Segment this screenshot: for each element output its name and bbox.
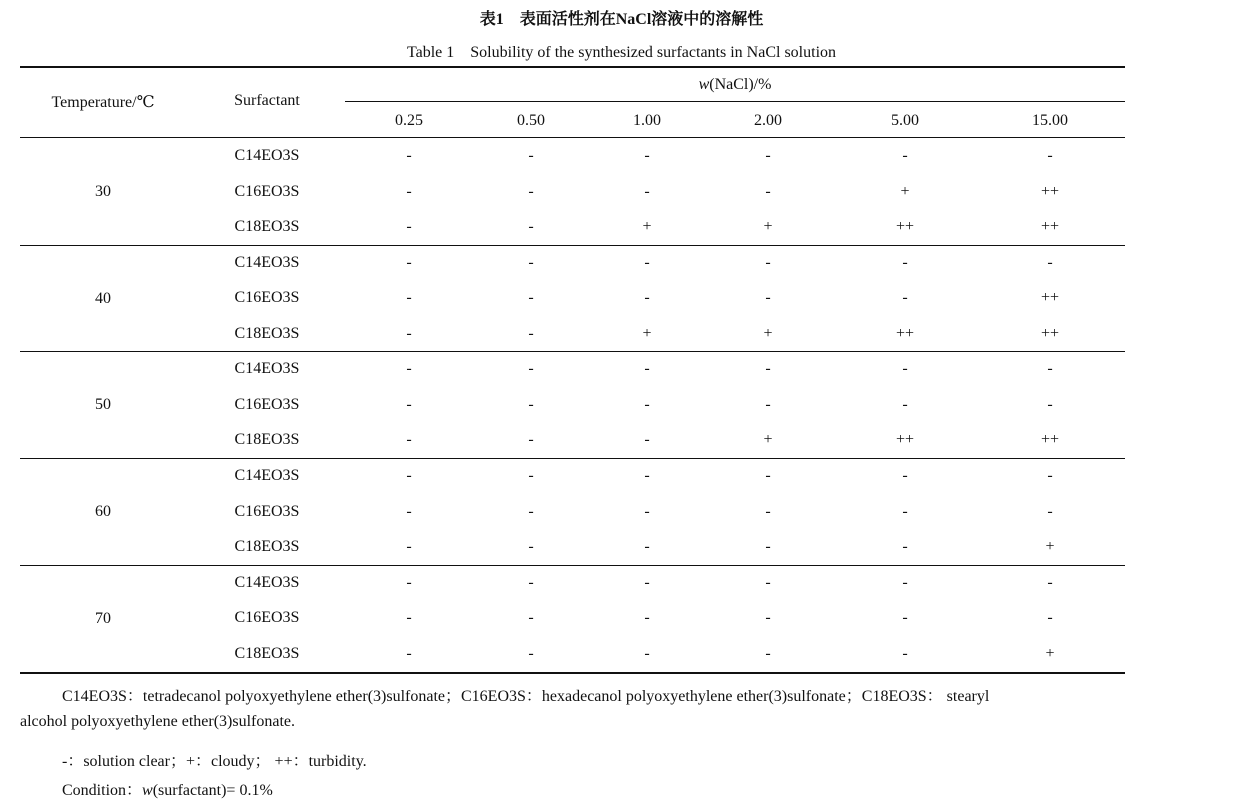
condition-label: Condition： [62, 782, 143, 799]
table-title-english: Table 1 Solubility of the synthesized surfactants in NaCl solution [406, 44, 837, 61]
surfactant-cell: C18EO3S [234, 218, 300, 235]
solubility-cell: - [1047, 395, 1053, 413]
surfactant-cell: C16EO3S [234, 502, 300, 520]
solubility-cell: ++ [895, 324, 915, 342]
surfactant-cell: C18EO3S [234, 538, 300, 556]
solubility-cell: - [1047, 609, 1053, 627]
solubility-cell: ++ [895, 218, 915, 235]
solubility-cell: - [644, 609, 650, 627]
surfactant-cell: C16EO3S [234, 182, 300, 200]
solubility-cell: + [763, 218, 773, 235]
footnote-condition [62, 777, 273, 800]
header-concentration: 0.25 [395, 112, 423, 129]
surfactant-cell: C14EO3S [234, 147, 300, 164]
solubility-cell: - [406, 324, 412, 342]
solubility-cell: - [644, 644, 650, 662]
solubility-cell: - [902, 253, 908, 271]
footnote-abbreviations-cont: alcohol polyoxyethylene ether(3)sulfonate. [20, 713, 296, 730]
solubility-cell: - [528, 609, 534, 627]
solubility-cell: - [902, 644, 908, 662]
solubility-cell: - [765, 538, 771, 556]
solubility-cell: - [406, 609, 412, 627]
solubility-cell: + [900, 182, 910, 200]
header-nacl-concentration [699, 76, 772, 94]
solubility-cell: - [644, 467, 650, 485]
solubility-cell: - [406, 253, 412, 271]
solubility-cell: ++ [1040, 182, 1060, 200]
solubility-cell: - [406, 289, 412, 307]
header-w: w [698, 76, 710, 93]
solubility-cell: + [1045, 644, 1055, 662]
solubility-cell: - [406, 502, 412, 520]
solubility-cell: + [763, 324, 773, 342]
solubility-cell: ++ [1040, 218, 1060, 235]
solubility-cell: - [406, 431, 412, 449]
solubility-cell: - [406, 573, 412, 591]
solubility-cell: - [765, 182, 771, 200]
solubility-cell: - [644, 573, 650, 591]
surfactant-cell: C14EO3S [234, 573, 300, 591]
solubility-cell: - [528, 467, 534, 485]
solubility-cell: - [528, 253, 534, 271]
temperature-cell: 40 [95, 289, 111, 307]
solubility-cell: - [644, 289, 650, 307]
condition-value: (surfactant)= 0.1% [152, 782, 273, 799]
group-separator [20, 245, 1125, 246]
solubility-cell: - [902, 395, 908, 413]
solubility-cell: - [528, 395, 534, 413]
solubility-cell: - [765, 573, 771, 591]
header-nacl: (NaCl)/% [709, 76, 772, 93]
solubility-cell: - [406, 218, 412, 235]
surfactant-cell: C18EO3S [234, 431, 300, 449]
solubility-cell: - [765, 502, 771, 520]
solubility-cell: - [1047, 253, 1053, 271]
solubility-cell: - [1047, 502, 1053, 520]
temperature-cell: 60 [95, 503, 111, 521]
surfactant-cell: C18EO3S [234, 644, 300, 662]
solubility-cell: - [1047, 467, 1053, 485]
solubility-cell: - [406, 644, 412, 662]
solubility-cell: - [528, 360, 534, 378]
solubility-cell: - [902, 538, 908, 556]
solubility-cell: + [763, 431, 773, 449]
header-concentration: 15.00 [1032, 112, 1068, 129]
solubility-cell: - [406, 147, 412, 164]
header-concentration: 5.00 [891, 112, 919, 129]
bottom-rule [20, 672, 1125, 674]
solubility-cell: - [902, 609, 908, 627]
header-concentration: 1.00 [633, 112, 661, 129]
header-rule [20, 137, 1125, 138]
solubility-cell: - [765, 289, 771, 307]
solubility-cell: - [406, 395, 412, 413]
solubility-cell: - [644, 502, 650, 520]
condition-w: w [142, 782, 153, 799]
solubility-cell: - [644, 538, 650, 556]
solubility-cell: - [765, 253, 771, 271]
solubility-cell: - [406, 467, 412, 485]
solubility-cell: - [528, 431, 534, 449]
solubility-cell: + [1045, 538, 1055, 556]
solubility-cell: - [528, 182, 534, 200]
header-sub-rule [345, 101, 1125, 102]
surfactant-cell: C14EO3S [234, 467, 300, 485]
solubility-cell: - [528, 644, 534, 662]
solubility-cell: - [902, 147, 908, 164]
surfactant-cell: C16EO3S [234, 609, 300, 627]
solubility-cell: - [528, 502, 534, 520]
solubility-cell: - [644, 395, 650, 413]
solubility-cell: - [1047, 573, 1053, 591]
solubility-cell: - [644, 431, 650, 449]
surfactant-cell: C18EO3S [234, 324, 300, 342]
solubility-cell: - [528, 324, 534, 342]
temperature-cell: 50 [95, 396, 111, 414]
solubility-cell: - [644, 253, 650, 271]
solubility-cell: - [765, 360, 771, 378]
solubility-cell: - [765, 467, 771, 485]
solubility-cell: - [406, 538, 412, 556]
solubility-cell: - [765, 644, 771, 662]
temperature-cell: 30 [95, 183, 111, 200]
surfactant-cell: C16EO3S [234, 395, 300, 413]
header-temperature: Temperature/℃ [51, 94, 155, 111]
solubility-cell: - [902, 573, 908, 591]
solubility-cell: - [644, 147, 650, 164]
solubility-cell: + [642, 324, 652, 342]
surfactant-cell: C16EO3S [234, 289, 300, 307]
footnote-abbreviations: C14EO3S：tetradecanol polyoxyethylene ether(3)sulfonate；C16EO3S：hexadecanol polyoxyethylene ether(3)sulfonate；C18EO3S： stearyl [62, 688, 990, 705]
solubility-cell: - [528, 538, 534, 556]
solubility-cell: - [902, 502, 908, 520]
solubility-cell: ++ [895, 431, 915, 449]
solubility-cell: - [528, 218, 534, 235]
solubility-cell: - [765, 609, 771, 627]
header-concentration: 2.00 [754, 112, 782, 129]
solubility-cell: + [642, 218, 652, 235]
footnote-legend: -：solution clear；+：cloudy； ++：turbidity. [62, 753, 367, 770]
solubility-cell: - [406, 182, 412, 200]
table-title-chinese: 表1 表面活性剂在NaCl溶液中的溶解性 [479, 11, 764, 28]
header-concentration: 0.50 [517, 112, 545, 129]
solubility-cell: - [528, 573, 534, 591]
solubility-cell: ++ [1040, 289, 1060, 307]
solubility-cell: ++ [1040, 324, 1060, 342]
group-separator [20, 565, 1125, 566]
solubility-cell: - [644, 182, 650, 200]
solubility-cell: - [528, 289, 534, 307]
solubility-cell: - [406, 360, 412, 378]
group-separator [20, 458, 1125, 459]
top-rule [20, 66, 1125, 68]
solubility-cell: - [644, 360, 650, 378]
solubility-cell: - [765, 395, 771, 413]
solubility-cell: - [765, 147, 771, 164]
solubility-cell: - [1047, 147, 1053, 164]
temperature-cell: 70 [95, 609, 111, 627]
group-separator [20, 351, 1125, 352]
solubility-cell: - [902, 467, 908, 485]
solubility-cell: ++ [1040, 431, 1060, 449]
surfactant-cell: C14EO3S [234, 360, 300, 378]
solubility-cell: - [902, 289, 908, 307]
solubility-cell: - [902, 360, 908, 378]
surfactant-cell: C14EO3S [234, 253, 300, 271]
solubility-cell: - [528, 147, 534, 164]
solubility-cell: - [1047, 360, 1053, 378]
header-surfactant: Surfactant [234, 92, 300, 109]
